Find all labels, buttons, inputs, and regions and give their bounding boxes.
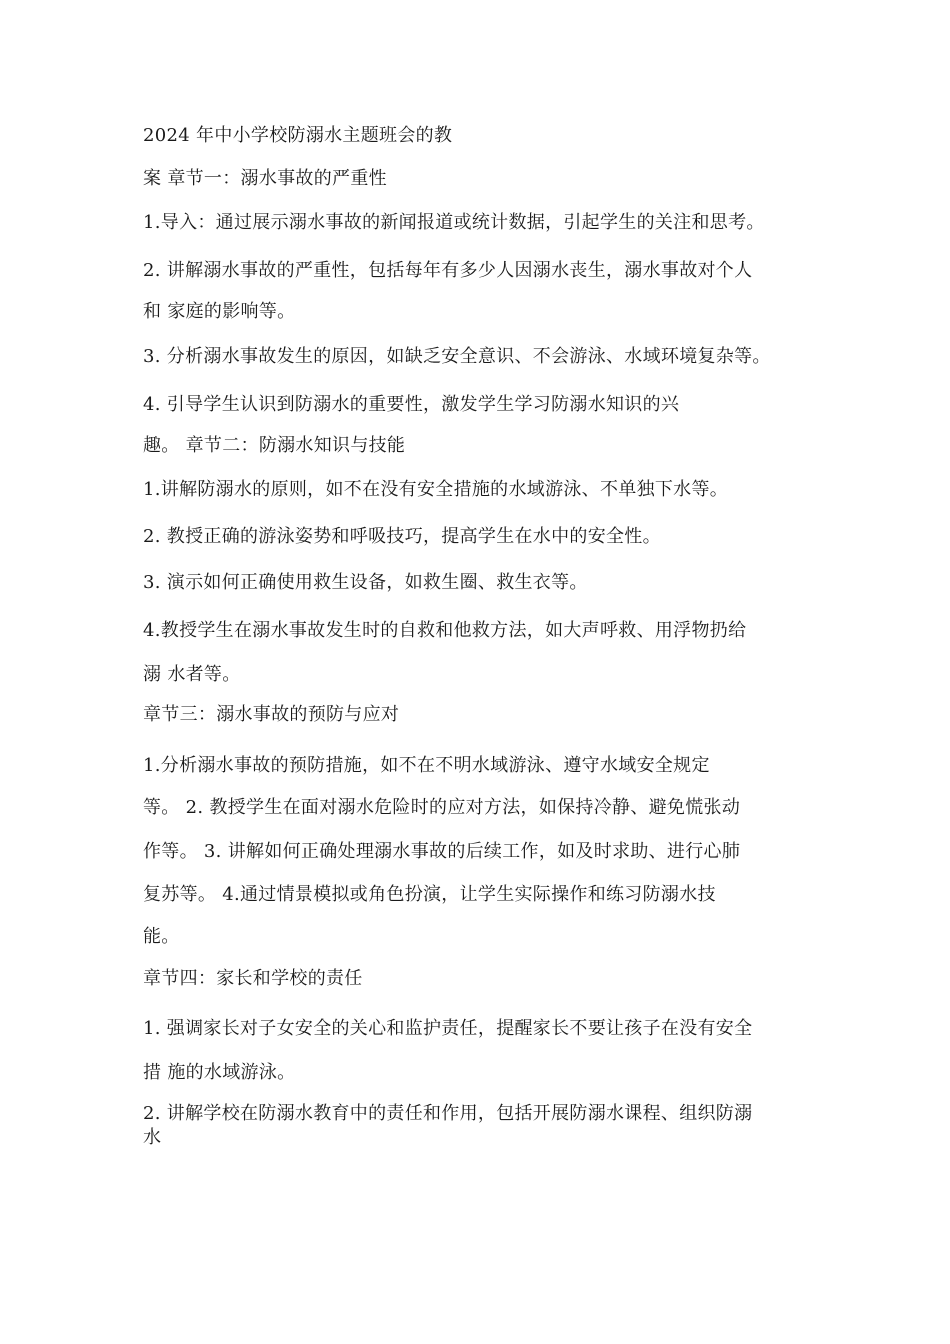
text-line: 1.导入：通过展示溺水事故的新闻报道或统计数据，引起学生的关注和思考。 xyxy=(143,212,765,233)
text-line: 3. 分析溺水事故发生的原因，如缺乏安全意识、不会游泳、水域环境复杂等。 xyxy=(143,346,771,367)
text-line-chapter-4-heading: 章节四：家长和学校的责任 xyxy=(143,968,363,989)
text-line: 4.教授学生在溺水事故发生时的自救和他救方法，如大声呼救、用浮物扔给 xyxy=(143,620,747,641)
text-line-title: 2024 年中小学校防溺水主题班会的教 xyxy=(143,125,453,146)
text-line: 1.讲解防溺水的原则，如不在没有安全措施的水域游泳、不单独下水等。 xyxy=(143,479,729,500)
text-line-chapter-2-heading: 趣。 章节二：防溺水知识与技能 xyxy=(143,435,406,456)
text-line: 措 施的水域游泳。 xyxy=(143,1062,296,1083)
text-line: 1.分析溺水事故的预防措施，如不在不明水域游泳、遵守水域安全规定 xyxy=(143,755,710,776)
text-line-chapter-1-heading: 案 章节一：溺水事故的严重性 xyxy=(143,168,387,189)
text-line: 水 xyxy=(143,1127,162,1148)
text-line: 3. 演示如何正确使用救生设备，如救生圈、救生衣等。 xyxy=(143,572,588,593)
text-line: 等。 2. 教授学生在面对溺水危险时的应对方法，如保持冷静、避免慌张动 xyxy=(143,797,741,818)
text-line: 1. 强调家长对子女安全的关心和监护责任，提醒家长不要让孩子在没有安全 xyxy=(143,1018,753,1039)
text-line-chapter-3-heading: 章节三：溺水事故的预防与应对 xyxy=(143,704,400,725)
text-line: 溺 水者等。 xyxy=(143,664,241,685)
text-line: 复苏等。 4.通过情景模拟或角色扮演，让学生实际操作和练习防溺水技 xyxy=(143,884,716,905)
text-line: 2. 讲解学校在防溺水教育中的责任和作用，包括开展防溺水课程、组织防溺 xyxy=(143,1103,753,1124)
text-line: 2. 讲解溺水事故的严重性，包括每年有多少人因溺水丧生，溺水事故对个人 xyxy=(143,260,753,281)
text-line: 和 家庭的影响等。 xyxy=(143,301,296,322)
text-line: 作等。 3. 讲解如何正确处理溺水事故的后续工作，如及时求助、进行心肺 xyxy=(143,841,741,862)
text-line: 2. 教授正确的游泳姿势和呼吸技巧，提高学生在水中的安全性。 xyxy=(143,526,661,547)
text-line: 能。 xyxy=(143,926,180,947)
text-line: 4. 引导学生认识到防溺水的重要性，激发学生学习防溺水知识的兴 xyxy=(143,394,680,415)
